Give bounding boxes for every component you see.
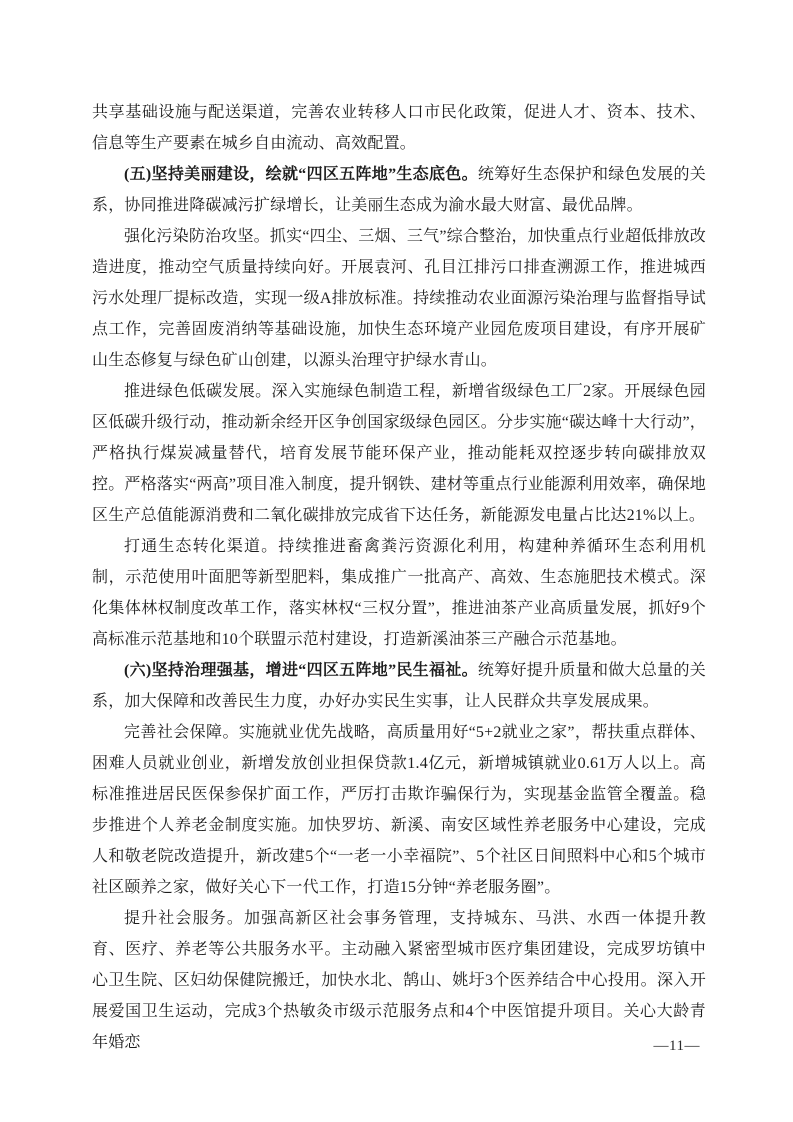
paragraph-pollution-control: [92, 221, 706, 376]
paragraph-social-services: [92, 903, 706, 1058]
paragraph-text: 完善社会保障。实施就业优先战略，高质量用好“5+2就业之家”，帮扶重点群体、困难人员就业创业，新增发放创业担保贷款1.4亿元，新增城镇就业0.61万人以上。高标准推进居民医保参保扩面工作，严厉打击欺诈骗保行为，实现基金监管全覆盖。稳步推进个人养老金制度实施。加快罗坊、新溪、南安区域性养老服务中心建设，完成人和敬老院改造提升，新改建5个“一老一小幸福院”、5个社区日间照料中心和5个城市社区颐养之家，做好关心下一代工作，打造15分钟“养老服务圈”。: [92, 724, 706, 896]
document-body: [92, 97, 706, 1058]
paragraph-social-security: [92, 717, 706, 903]
paragraph-text: 共享基础设施与配送渠道，完善农业转移人口市民化政策，促进人才、资本、技术、信息等生产要素在城乡自由流动、高效配置。: [92, 104, 706, 152]
section-5-heading: (五)坚持美丽建设，绘就“四区五阵地”生态底色。: [124, 166, 478, 183]
paragraph-section-6: [92, 655, 706, 717]
section-6-heading: (六)坚持治理强基，增进“四区五阵地”民生福祉。: [124, 662, 478, 679]
paragraph-text: 强化污染防治攻坚。抓实“四尘、三烟、三气”综合整治，加快重点行业超低排放改造进度，推动空气质量持续向好。开展袁河、孔目江排污口排查溯源工作，推进城西污水处理厂提标改造，实现一级A排放标准。持续推动农业面源污染治理与监督指导试点工作，完善固废消纳等基础设施，加快生态环境产业园危废项目建设，有序开展矿山生态修复与绿色矿山创建，以源头治理守护绿水青山。: [92, 228, 706, 369]
paragraph-continuation: [92, 97, 706, 159]
page-number: —11—: [653, 1038, 700, 1054]
paragraph-eco-transformation: [92, 531, 706, 655]
paragraph-text: 推进绿色低碳发展。深入实施绿色制造工程，新增省级绿色工厂2家。开展绿色园区低碳升级行动，推动新余经开区争创国家级绿色园区。分步实施“碳达峰十大行动”，严格执行煤炭减量替代，培育发展节能环保产业，推动能耗双控逐步转向碳排放双控。严格落实“两高”项目准入制度，提升钢铁、建材等重点行业能源利用效率，确保地区生产总值能源消费和二氧化碳排放完成省下达任务，新能源发电量占比达21%以上。: [92, 383, 707, 524]
paragraph-section-5: [92, 159, 706, 221]
paragraph-text: 打通生态转化渠道。持续推进畜禽粪污资源化利用，构建种养循环生态利用机制，示范使用叶面肥等新型肥料，集成推广一批高产、高效、生态施肥技术模式。深化集体林权制度改革工作，落实林权“三权分置”，推进油茶产业高质量发展，抓好9个高标准示范基地和10个联盟示范村建设，打造新溪油茶三产融合示范基地。: [92, 538, 706, 648]
paragraph-text: 提升社会服务。加强高新区社会事务管理，支持城东、马洪、水西一体提升教育、医疗、养老等公共服务水平。主动融入紧密型城市医疗集团建设，完成罗坊镇中心卫生院、区妇幼保健院搬迁，加快水北、鹄山、姚圩3个医养结合中心投用。深入开展爱国卫生运动，完成3个热敏灸市级示范服务点和4个中医馆提升项目。关心大龄青年婚恋: [92, 910, 706, 1051]
paragraph-text: 统筹好生态保护和绿色发展的关系，协同推进降碳减污扩绿增长，让美丽生态成为渝水最大财富、最优品牌。: [92, 166, 706, 214]
paragraph-text: 统筹好提升质量和做大总量的关系，加大保障和改善民生力度，办好办实民生实事，让人民群众共享发展成果。: [92, 662, 706, 710]
paragraph-green-low-carbon: [92, 376, 706, 531]
